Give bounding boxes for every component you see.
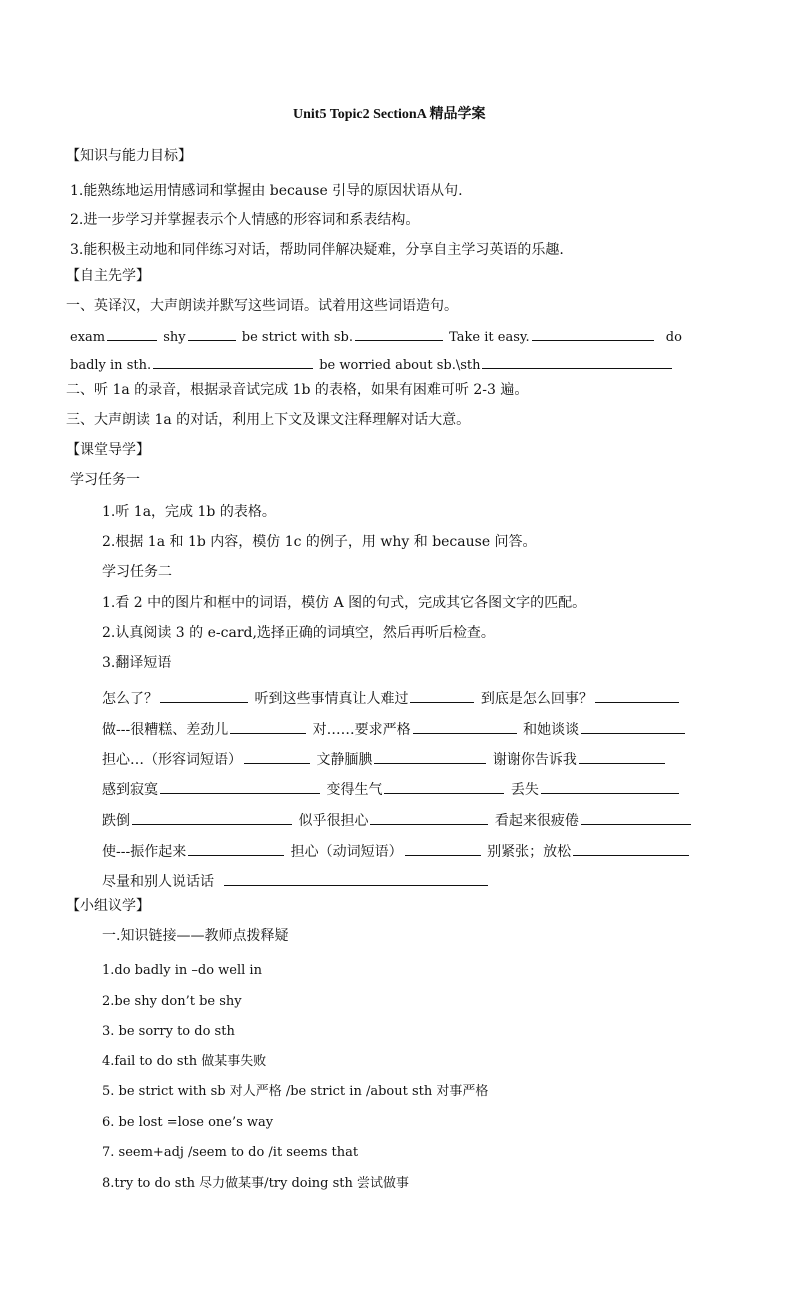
phrase-row-3 [102, 749, 667, 770]
goal-3: 3.能积极主动地和同伴练习对话，帮助同伴解决疑难，分享自主学习英语的乐趣. [70, 242, 564, 258]
vocab-do: do [665, 330, 682, 345]
phrase: 文静腼腆 [316, 752, 373, 768]
phrase: 感到寂寞 [102, 782, 158, 798]
phrase: 使---振作起来 [102, 844, 187, 860]
self-item-2: 二、听 1a 的录音，根据录音试完成 1b 的表格，如果有困难可听 2-3 遍。 [66, 382, 529, 398]
knowledge-item-8: 8.try to do sth 尽力做某事/try doing sth 尝试做事 [102, 1176, 410, 1191]
vocab-shy: shy [163, 330, 186, 345]
phrase-row-4 [102, 779, 681, 800]
phrase: 听到这些事情真让人难过 [254, 691, 409, 707]
task-1-item-2: 2.根据 1a 和 1b 内容，模仿 1c 的例子，用 why 和 because 问答。 [102, 534, 537, 550]
knowledge-item-1: 1.do badly in –do well in [102, 963, 262, 978]
phrase: 跌倒 [102, 813, 130, 829]
knowledge-item-6: 6. be lost =lose one’s way [102, 1115, 274, 1130]
blank[interactable] [132, 810, 292, 825]
blank[interactable] [581, 719, 685, 734]
task-2-item-3: 3.翻译短语 [102, 655, 172, 671]
vocab-badly: badly in sth. [70, 358, 152, 373]
blank[interactable] [384, 779, 504, 794]
task-2-item-2: 2.认真阅读 3 的 e-card,选择正确的词填空，然后再听后检查。 [102, 625, 495, 641]
blank[interactable] [413, 719, 517, 734]
blank[interactable] [410, 688, 474, 703]
knowledge-item-5: 5. be strict with sb 对人严格 /be strict in /about sth 对事严格 [102, 1084, 489, 1099]
blank[interactable] [153, 354, 313, 369]
blank[interactable] [581, 810, 691, 825]
section-self-study-heading: 【自主先学】 [66, 268, 150, 284]
phrase: 担心…（形容词短语） [102, 752, 242, 768]
blank[interactable] [160, 779, 320, 794]
phrase: 对……要求严格 [312, 722, 411, 738]
phrase-row-1 [102, 688, 681, 709]
phrase: 担心（动词短语） [290, 844, 403, 860]
page-title: Unit5 Topic2 SectionA 精品学案 [293, 107, 486, 122]
vocab-exam: exam [70, 330, 106, 345]
phrase: 和她谈谈 [523, 722, 580, 738]
phrase: 谢谢你告诉我 [492, 752, 577, 768]
blank[interactable] [579, 749, 665, 764]
blank[interactable] [541, 779, 679, 794]
blank[interactable] [160, 688, 248, 703]
phrase: 尽量和别人说话话 [102, 874, 214, 890]
task-1-heading: 学习任务一 [70, 472, 140, 488]
vocab-easy: Take it easy. [449, 330, 530, 345]
knowledge-item-7: 7. seem+adj /seem to do /it seems that [102, 1145, 359, 1160]
blank[interactable] [370, 810, 488, 825]
phrase: 怎么了？ [102, 691, 158, 707]
phrase: 别紧张；放松 [487, 844, 572, 860]
blank[interactable] [374, 749, 486, 764]
self-item-1: 一、英译汉，大声朗读并默写这些词语。试着用这些词语造句。 [66, 298, 458, 314]
knowledge-item-4: 4.fail to do sth 做某事失败 [102, 1054, 267, 1069]
section-group-heading: 【小组议学】 [66, 898, 150, 914]
vocab-strict: be strict with sb. [241, 330, 353, 345]
phrase-row-2 [102, 719, 687, 740]
phrase-row-5 [102, 810, 693, 831]
blank[interactable] [244, 749, 310, 764]
phrase: 似乎很担心 [298, 813, 369, 829]
blank[interactable] [405, 841, 481, 856]
blank[interactable] [595, 688, 679, 703]
phrase-row-6 [102, 841, 691, 862]
section-class-heading: 【课堂导学】 [66, 442, 150, 458]
blank[interactable] [482, 354, 672, 369]
vocab-worried: be worried about sb.\sth [319, 358, 481, 373]
task-2-heading: 学习任务二 [102, 564, 172, 580]
blank[interactable] [532, 326, 654, 341]
task-2-item-1: 1.看 2 中的图片和框中的词语，模仿 A 图的句式，完成其它各图文字的匹配。 [102, 595, 587, 611]
blank[interactable] [107, 326, 157, 341]
blank[interactable] [188, 841, 284, 856]
knowledge-item-3: 3. be sorry to do sth [102, 1024, 235, 1039]
phrase: 到底是怎么回事？ [480, 691, 593, 707]
phrase: 变得生气 [326, 782, 383, 798]
blank[interactable] [230, 719, 306, 734]
phrase: 做---很糟糕、差劲儿 [102, 722, 229, 738]
knowledge-link-heading: 一.知识链接——教师点拨释疑 [102, 928, 289, 944]
phrase: 看起来很疲倦 [494, 813, 579, 829]
knowledge-item-2: 2.be shy don’t be shy [102, 994, 242, 1009]
phrase-row-7 [102, 871, 490, 892]
section-goals-heading: 【知识与能力目标】 [66, 148, 192, 164]
self-item-3: 三、大声朗读 1a 的对话，利用上下文及课文注释理解对话大意。 [66, 412, 471, 428]
phrase: 丢失 [510, 782, 539, 798]
vocab-line-1 [70, 326, 682, 348]
blank[interactable] [188, 326, 236, 341]
blank[interactable] [355, 326, 443, 341]
blank[interactable] [224, 871, 488, 886]
goal-1: 1.能熟练地运用情感词和掌握由 because 引导的原因状语从句. [70, 183, 463, 199]
task-1-item-1: 1.听 1a，完成 1b 的表格。 [102, 504, 276, 520]
goal-2: 2.进一步学习并掌握表示个人情感的形容词和系表结构。 [70, 212, 420, 228]
vocab-line-2 [70, 354, 674, 376]
blank[interactable] [573, 841, 689, 856]
